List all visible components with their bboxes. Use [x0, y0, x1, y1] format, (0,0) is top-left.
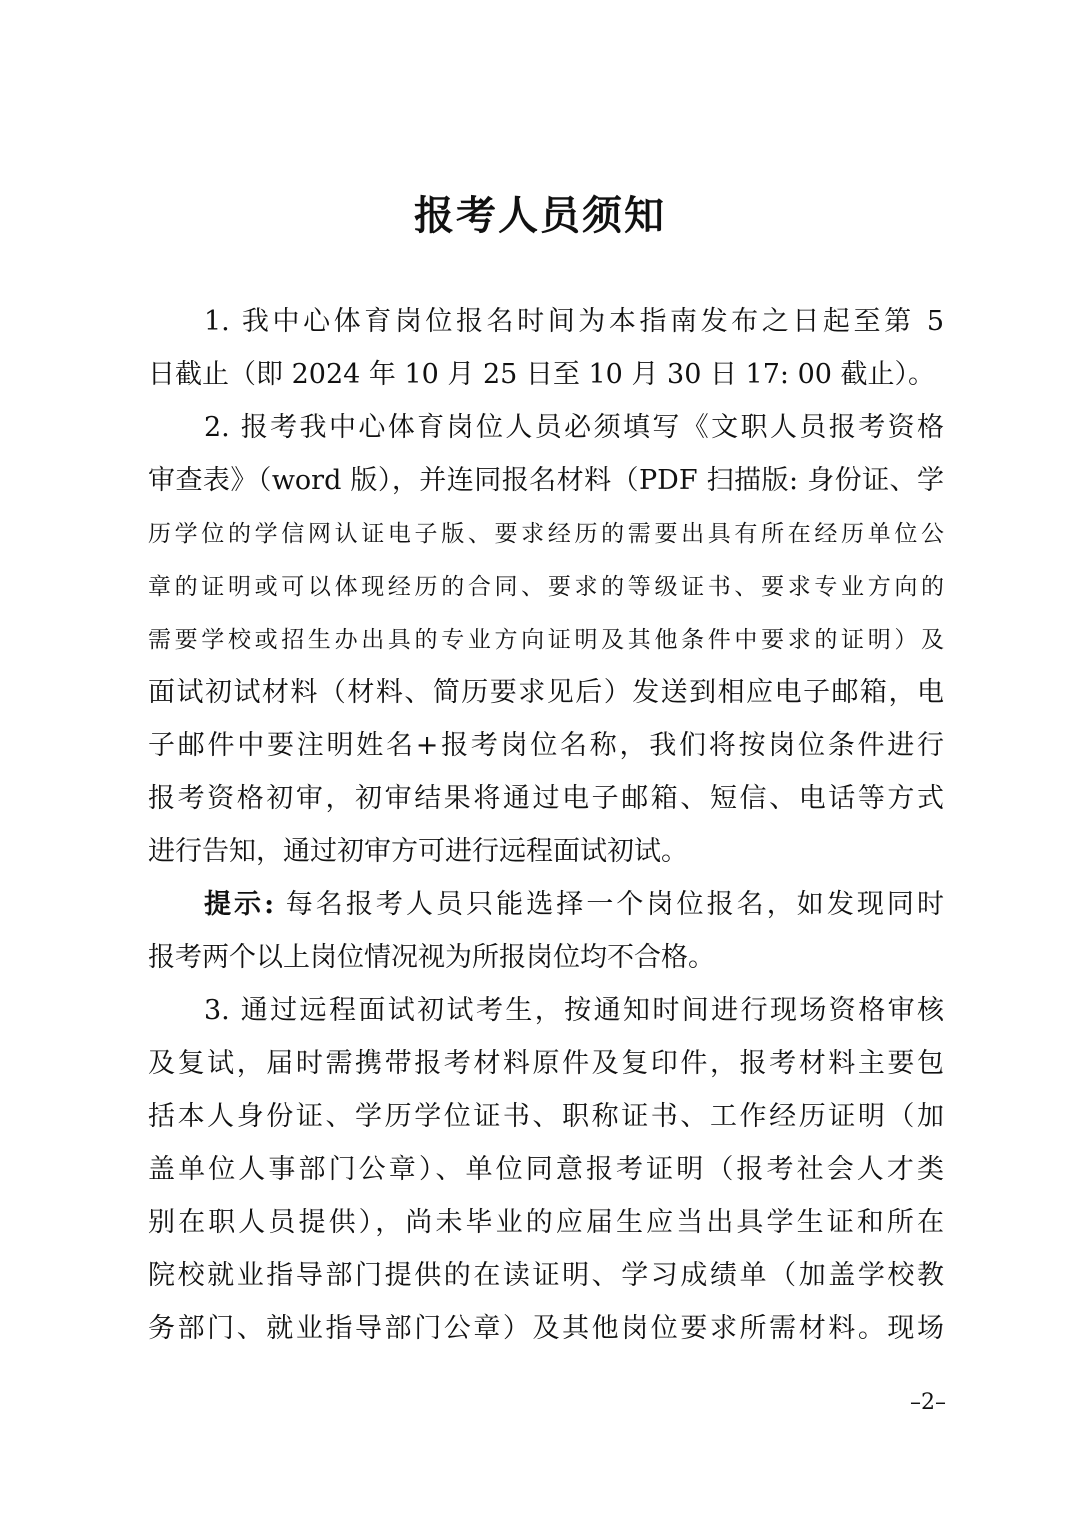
paragraph-3-line-4: 盖单位人事部门公章）、单位同意报考证明（报考社会人才类 [148, 1154, 944, 1185]
paragraph-2-line-9: 进行告知，通过初审方可进行远程面试初试。 [148, 836, 688, 867]
paragraph-2-line-3: 历学位的学信网认证电子版、要求经历的需要出具有所在经历单位公 [148, 521, 944, 547]
paragraph-1-line-2: 日截止（即 2024 年 10 月 25 日至 10 月 30 日 17: 00 截止）。 [148, 359, 936, 390]
notice-line-2: 报考两个以上岗位情况视为所报岗位均不合格。 [148, 942, 715, 973]
document-title: 报考人员须知 [414, 192, 666, 239]
paragraph-2-line-5: 需要学校或招生办出具的专业方向证明及其他条件中要求的证明）及 [148, 627, 944, 653]
paragraph-3-line-3: 括本人身份证、学历学位证书、职称证书、工作经历证明（加 [148, 1101, 944, 1132]
page-number: –2– [910, 1390, 946, 1415]
paragraph-1-line-1: 1. 我中心体育岗位报名时间为本指南发布之日起至第 5 [204, 306, 944, 337]
notice-label: 提示: [204, 889, 275, 920]
paragraph-2-line-8: 报考资格初审，初审结果将通过电子邮箱、短信、电话等方式 [148, 783, 944, 814]
paragraph-3-line-2: 及复试，届时需携带报考材料原件及复印件，报考材料主要包 [148, 1048, 944, 1079]
paragraph-2-line-6: 面试初试材料（材料、简历要求见后）发送到相应电子邮箱，电 [148, 677, 944, 708]
notice-line-1 [204, 885, 944, 925]
paragraph-3-line-1: 3. 通过远程面试初试考生，按通知时间进行现场资格审核 [204, 995, 944, 1026]
paragraph-2-line-7: 子邮件中要注明姓名+报考岗位名称，我们将按岗位条件进行 [148, 730, 944, 761]
paragraph-2-line-2: 审查表》（word 版），并连同报名材料（PDF 扫描版: 身份证、学 [148, 465, 944, 496]
paragraph-2-line-4: 章的证明或可以体现经历的合同、要求的等级证书、要求专业方向的 [148, 574, 944, 600]
paragraph-3-line-7: 务部门、就业指导部门公章）及其他岗位要求所需材料。现场 [148, 1313, 944, 1344]
paragraph-2-line-1: 2. 报考我中心体育岗位人员必须填写《文职人员报考资格 [204, 412, 944, 443]
notice-text: 每名报考人员只能选择一个岗位报名，如发现同时 [274, 889, 944, 920]
paragraph-3-line-6: 院校就业指导部门提供的在读证明、学习成绩单（加盖学校教 [148, 1260, 944, 1291]
paragraph-3-line-5: 别在职人员提供），尚未毕业的应届生应当出具学生证和所在 [148, 1207, 944, 1238]
